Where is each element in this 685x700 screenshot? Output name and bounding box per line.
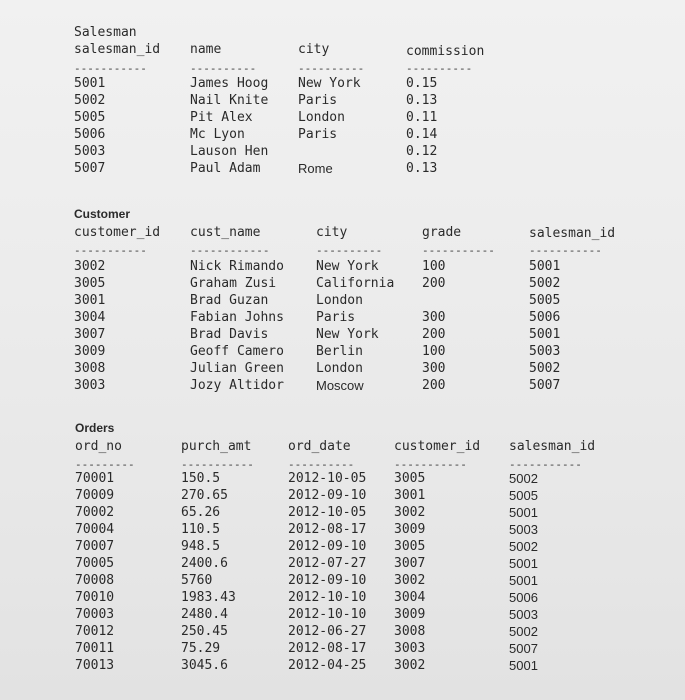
table-cell: 70007 bbox=[75, 539, 115, 554]
table-cell: Berlin bbox=[316, 344, 363, 359]
table-cell: London bbox=[316, 293, 363, 308]
table-cell: London bbox=[316, 361, 363, 376]
table-cell: 70001 bbox=[75, 471, 115, 486]
orders-separator-3: ---------- bbox=[288, 458, 355, 471]
table-cell: 3007 bbox=[394, 556, 426, 571]
salesman-header-salesman-id: salesman_id bbox=[74, 42, 161, 57]
table-cell: London bbox=[298, 110, 345, 125]
table-cell: Julian Green bbox=[190, 361, 284, 376]
table-cell: 3009 bbox=[394, 607, 426, 622]
table-cell: 70008 bbox=[75, 573, 115, 588]
table-cell: 2012-10-10 bbox=[288, 590, 367, 605]
table-cell: 0.11 bbox=[406, 110, 438, 125]
customer-separator-2: ------------ bbox=[190, 244, 270, 257]
table-cell: Moscow bbox=[316, 378, 364, 393]
customer-name-column bbox=[190, 258, 284, 394]
table-cell: 150.5 bbox=[181, 471, 221, 486]
table-cell: 5003 bbox=[529, 344, 561, 359]
orders-separator-1: --------- bbox=[75, 458, 135, 471]
table-cell: 2012-09-10 bbox=[288, 539, 367, 554]
customer-header-salesman-id: salesman_id bbox=[529, 226, 616, 241]
table-cell: 3002 bbox=[394, 505, 426, 520]
orders-separator-2: ----------- bbox=[181, 458, 254, 471]
salesman-separator-2: ---------- bbox=[190, 62, 257, 75]
table-cell: 2012-08-17 bbox=[288, 641, 367, 656]
table-cell: 948.5 bbox=[181, 539, 221, 554]
customer-salesman-id-column bbox=[529, 258, 560, 394]
table-cell: Graham Zusi bbox=[190, 276, 277, 291]
table-cell: Nick Rimando bbox=[190, 259, 284, 274]
table-cell: Mc Lyon bbox=[190, 127, 245, 142]
customer-header-city: city bbox=[316, 225, 348, 240]
table-cell: Nail Knite bbox=[190, 93, 269, 108]
table-cell: 0.13 bbox=[406, 93, 438, 108]
salesman-separator-4: ---------- bbox=[406, 62, 473, 75]
table-cell: 2400.6 bbox=[181, 556, 228, 571]
orders-header-ord-no: ord_no bbox=[75, 439, 122, 454]
table-cell: 250.45 bbox=[181, 624, 228, 639]
table-cell: 270.65 bbox=[181, 488, 228, 503]
table-cell: 0.14 bbox=[406, 127, 438, 142]
salesman-header-city: city bbox=[298, 42, 330, 57]
table-cell: Brad Davis bbox=[190, 327, 269, 342]
table-cell bbox=[422, 292, 445, 309]
table-cell: 5760 bbox=[181, 573, 213, 588]
table-cell: New York bbox=[298, 76, 361, 91]
customer-id-column bbox=[74, 258, 105, 394]
table-cell: James Hoog bbox=[190, 76, 269, 91]
table-cell: 5001 bbox=[509, 556, 538, 571]
table-cell: New York bbox=[316, 259, 379, 274]
table-cell: Pit Alex bbox=[190, 110, 253, 125]
salesman-name-column bbox=[190, 75, 268, 177]
table-cell: 2012-10-10 bbox=[288, 607, 367, 622]
table-cell: 5007 bbox=[529, 378, 561, 393]
table-cell: 5003 bbox=[74, 144, 106, 159]
table-cell: 5005 bbox=[74, 110, 106, 125]
table-cell: Paris bbox=[316, 310, 356, 325]
table-cell: 70011 bbox=[75, 641, 115, 656]
orders-table-title: Orders bbox=[75, 421, 115, 435]
table-cell: 5002 bbox=[529, 276, 561, 291]
table-cell: 300 bbox=[422, 361, 446, 376]
table-cell: 200 bbox=[422, 276, 446, 291]
table-cell: 5007 bbox=[74, 161, 106, 176]
orders-header-purch-amt: purch_amt bbox=[181, 439, 252, 454]
table-cell: 3005 bbox=[394, 471, 426, 486]
table-cell: 5006 bbox=[529, 310, 561, 325]
table-cell: 5005 bbox=[509, 488, 538, 503]
customer-separator-3: ---------- bbox=[316, 244, 383, 257]
table-cell: 5001 bbox=[74, 76, 106, 91]
orders-ord-no-column bbox=[75, 470, 114, 674]
table-cell: 5002 bbox=[74, 93, 106, 108]
table-cell: 0.13 bbox=[406, 161, 438, 176]
orders-separator-5: ----------- bbox=[509, 458, 582, 471]
table-cell: 3005 bbox=[394, 539, 426, 554]
table-cell: 70010 bbox=[75, 590, 115, 605]
salesman-header-commission: commission bbox=[406, 44, 485, 59]
table-cell: 70002 bbox=[75, 505, 115, 520]
table-cell: Paris bbox=[298, 127, 338, 142]
table-cell: Jozy Altidor bbox=[190, 378, 284, 393]
customer-separator-1: ----------- bbox=[74, 244, 147, 257]
table-cell: 3002 bbox=[394, 573, 426, 588]
table-cell: Geoff Camero bbox=[190, 344, 284, 359]
table-cell: 70009 bbox=[75, 488, 115, 503]
customer-separator-5: ----------- bbox=[529, 244, 602, 257]
table-cell: 65.26 bbox=[181, 505, 221, 520]
table-cell: 5002 bbox=[509, 624, 538, 639]
table-cell: 3008 bbox=[394, 624, 426, 639]
table-cell: 3003 bbox=[74, 378, 106, 393]
salesman-header-name: name bbox=[190, 42, 222, 57]
customer-header-cust-name: cust_name bbox=[190, 225, 261, 240]
table-cell: 3004 bbox=[74, 310, 106, 325]
salesman-separator-3: ---------- bbox=[298, 62, 365, 75]
table-cell: New York bbox=[316, 327, 379, 342]
table-cell: 3009 bbox=[394, 522, 426, 537]
table-cell: 2012-06-27 bbox=[288, 624, 367, 639]
table-cell: Rome bbox=[298, 161, 333, 176]
table-cell: 70012 bbox=[75, 624, 115, 639]
table-cell: 5006 bbox=[509, 590, 538, 605]
table-cell: 5003 bbox=[509, 607, 538, 622]
salesman-city-column bbox=[298, 75, 361, 177]
orders-ord-date-column bbox=[288, 470, 366, 674]
table-cell: 200 bbox=[422, 378, 446, 393]
orders-customer-id-column bbox=[394, 470, 425, 674]
orders-header-ord-date: ord_date bbox=[288, 439, 351, 454]
orders-salesman-id-column bbox=[509, 470, 538, 674]
table-cell: 3004 bbox=[394, 590, 426, 605]
table-cell: 5001 bbox=[529, 259, 561, 274]
table-cell: Paul Adam bbox=[190, 161, 261, 176]
table-cell: 3008 bbox=[74, 361, 106, 376]
table-cell: 110.5 bbox=[181, 522, 221, 537]
table-cell: 5001 bbox=[509, 505, 538, 520]
table-cell bbox=[298, 143, 361, 160]
table-cell: 2480.4 bbox=[181, 607, 228, 622]
table-cell: Fabian Johns bbox=[190, 310, 284, 325]
customer-grade-column bbox=[422, 258, 445, 394]
table-cell: 3001 bbox=[394, 488, 426, 503]
table-cell: Lauson Hen bbox=[190, 144, 269, 159]
table-cell: 0.12 bbox=[406, 144, 438, 159]
table-cell: 5006 bbox=[74, 127, 106, 142]
table-cell: 0.15 bbox=[406, 76, 438, 91]
salesman-id-column bbox=[74, 75, 105, 177]
table-cell: 5005 bbox=[529, 293, 561, 308]
orders-purch-amt-column bbox=[181, 470, 236, 674]
table-cell: Brad Guzan bbox=[190, 293, 269, 308]
table-cell: 3007 bbox=[74, 327, 106, 342]
table-cell: 5001 bbox=[509, 658, 538, 673]
table-cell: 100 bbox=[422, 344, 446, 359]
customer-header-customer-id: customer_id bbox=[74, 225, 161, 240]
table-cell: 2012-09-10 bbox=[288, 573, 367, 588]
customer-city-column bbox=[316, 258, 394, 394]
table-cell: 5007 bbox=[509, 641, 538, 656]
table-cell: 3001 bbox=[74, 293, 106, 308]
salesman-commission-column bbox=[406, 75, 437, 177]
table-cell: 5001 bbox=[509, 573, 538, 588]
table-cell: 75.29 bbox=[181, 641, 221, 656]
table-cell: 3003 bbox=[394, 641, 426, 656]
table-cell: 200 bbox=[422, 327, 446, 342]
table-cell: 2012-04-25 bbox=[288, 658, 367, 673]
table-cell: 1983.43 bbox=[181, 590, 236, 605]
table-cell: 100 bbox=[422, 259, 446, 274]
table-cell: 70004 bbox=[75, 522, 115, 537]
customer-table-title: Customer bbox=[74, 207, 131, 221]
table-cell: 3045.6 bbox=[181, 658, 228, 673]
table-cell: 5002 bbox=[509, 539, 538, 554]
salesman-separator-1: ----------- bbox=[74, 62, 147, 75]
salesman-table-title: Salesman bbox=[74, 25, 137, 40]
customer-header-grade: grade bbox=[422, 225, 462, 240]
customer-separator-4: ----------- bbox=[422, 244, 495, 257]
orders-separator-4: ----------- bbox=[394, 458, 467, 471]
table-cell: 5002 bbox=[529, 361, 561, 376]
orders-header-customer-id: customer_id bbox=[394, 439, 481, 454]
table-cell: 70005 bbox=[75, 556, 115, 571]
table-cell: 70013 bbox=[75, 658, 115, 673]
table-cell: 3002 bbox=[74, 259, 106, 274]
table-cell: 3002 bbox=[394, 658, 426, 673]
table-cell: 3005 bbox=[74, 276, 106, 291]
table-cell: 3009 bbox=[74, 344, 106, 359]
table-cell: 2012-07-27 bbox=[288, 556, 367, 571]
table-cell: 2012-10-05 bbox=[288, 505, 367, 520]
table-cell: 5003 bbox=[509, 522, 538, 537]
table-cell: Paris bbox=[298, 93, 338, 108]
table-cell: 5002 bbox=[509, 471, 538, 486]
table-cell: California bbox=[316, 276, 395, 291]
table-cell: 70003 bbox=[75, 607, 115, 622]
table-cell: 300 bbox=[422, 310, 446, 325]
table-cell: 2012-08-17 bbox=[288, 522, 367, 537]
table-cell: 5001 bbox=[529, 327, 561, 342]
table-cell: 2012-10-05 bbox=[288, 471, 367, 486]
orders-header-salesman-id: salesman_id bbox=[509, 439, 596, 454]
table-cell: 2012-09-10 bbox=[288, 488, 367, 503]
